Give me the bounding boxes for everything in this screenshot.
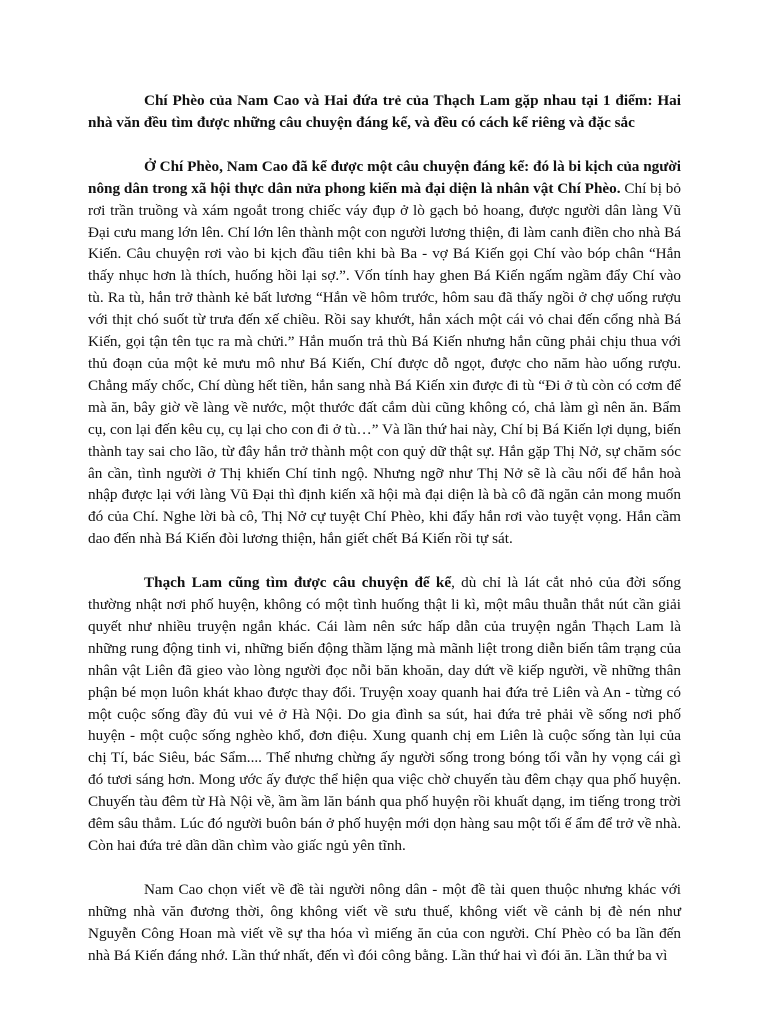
- paragraph-body: Chí bị bỏ rơi trần truồng và xám ngoắt trong chiếc váy đụp ở lò gạch bỏ hoang, được người dân làng Vũ Đại cưu mang lớn lên. Chí lớn lên thành một con người lương thiện, đi làm canh điền cho nhà Bá Kiến. Câu chuyện rơi vào bi kịch đầu tiên khi bà Ba - vợ Bá Kiến gọi Chí vào bóp chân “Hắn thấy nhục hơn là thích, huống hồi lại sợ.”. Vốn tính hay ghen Bá Kiến ngấm ngầm đẩy Chí vào tù. Ra tù, hắn trở thành kẻ bất lương “Hắn về hôm trước, hôm sau đã thấy ngồi ở chợ uống rượu với thịt chó suốt từ trưa đến xế chiều. Rồi say khướt, hắn xách một cái vỏ chai đến cổng nhà Bá Kiến, gọi tận tên tục ra mà chửi.” Hắn muốn trả thù Bá Kiến nhưng hắn cũng phải chịu thua với thủ đoạn của một kẻ mưu mô như Bá Kiến, Chí được dỗ ngọt, được cho năm hào uống rượu. Chẳng mấy chốc, Chí dùng hết tiền, hắn sang nhà Bá Kiến xin được đi tù “Đi ở tù còn có cơm để mà ăn, bây giờ về làng về nước, một thước đất cắm dùi cũng không có, chả làm gì nên ăn. Bẩm cụ, con lại đến kêu cụ, cụ lại cho con đi ở tù…” Và lần thứ hai này, Chí bị Bá Kiến lợi dụng, biến thành tay sai cho lão, từ đây hắn trở thành một con quỷ dữ thật sự. Hắn gặp Thị Nở, sự chăm sóc ân cần, tình người ở Thị khiến Chí tỉnh ngộ. Nhưng ngỡ như Thị Nở sẽ là cầu nối để hắn hoà nhập được lại với làng Vũ Đại thì định kiến xã hội mà đại diện là bà cô đã ngăn cản mong muốn đó của Chí. Nghe lời bà cô, Thị Nở cự tuyệt Chí Phèo, khi đẩy hắn rơi vào tuyệt vọng. Hắn cầm dao đến nhà Bá Kiến đòi lương thiện, hắn giết chết Bá Kiến rồi tự sát.: [88, 179, 681, 548]
- paragraph-body: , dù chỉ là lát cắt nhỏ của đời sống thường nhật nơi phố huyện, không có một tình huống thật li kì, một mâu thuẫn thắt nút cần giải quyết như nhiều truyện ngắn khác. Cái làm nên sức hấp dẫn của truyện ngắn Thạch Lam là những rung động tinh vi, những biến động thầm lặng mà mãnh liệt trong diễn biến tâm trạng của nhân vật Liên đã gieo vào lòng người đọc nỗi băn khoăn, day dứt về kiếp người, về những thân phận bé mọn luôn khát khao được thay đổi. Truyện xoay quanh hai đứa trẻ Liên và An - từng có một cuộc sống đầy đủ vui vẻ ở Hà Nội. Do gia đình sa sút, hai đứa trẻ phải về sống nơi phố huyện - một cuộc sống nghèo khổ, đơn điệu. Xung quanh chị em Liên là cuộc sống tàn lụi của chị Tí, bác Siêu, bác Sẩm.... Thế nhưng chừng ấy người sống trong bóng tối vẫn hy vọng cái gì đó tươi sáng hơn. Mong ước ấy được thể hiện qua việc chờ chuyến tàu đêm chạy qua phố huyện. Chuyến tàu đêm từ Hà Nội về, ầm ầm lăn bánh qua phố huyện rồi khuất dạng, im tiếng trong trời đêm sâu thẳm. Lúc đó người buôn bán ở phố huyện mới dọn hàng sau một tối ế ẩm để trở về nhà. Còn hai đứa trẻ dần dần chìm vào giấc ngủ yên tĩnh.: [88, 574, 681, 854]
- heading-text: Chí Phèo của Nam Cao và Hai đứa trẻ của Thạch Lam gặp nhau tại 1 điểm: Hai nhà văn đều tìm được những câu chuyện đáng kể, và đều có cách kể riêng và đặc sắc: [88, 92, 681, 131]
- paragraph-body: Nam Cao chọn viết về đề tài người nông dân - một đề tài quen thuộc nhưng khác với những nhà văn đương thời, ông không viết về sưu thuế, không viết về cảnh bị đè nén như Nguyễn Công Hoan mà viết về sự tha hóa vì miếng ăn của con người. Chí Phèo có ba lần đến nhà Bá Kiến đáng nhớ. Lần thứ nhất, đến vì đói công bằng. Lần thứ hai vì đói ăn. Lần thứ ba vì: [88, 880, 681, 964]
- paragraph-hai-dua-tre: [88, 572, 681, 857]
- paragraph-chi-pheo: [88, 156, 681, 550]
- paragraph-nam-cao-de-tai: [88, 879, 681, 967]
- paragraph-lead-bold: Thạch Lam cũng tìm được câu chuyện để kể: [144, 574, 452, 592]
- paragraph-lead-bold: Ở Chí Phèo, Nam Cao đã kể được một câu chuyện đáng kể: đó là bi kịch của người nông dân trong xã hội thực dân nửa phong kiến mà đại diện là nhân vật Chí Phèo.: [88, 157, 681, 197]
- document-heading: [88, 90, 681, 134]
